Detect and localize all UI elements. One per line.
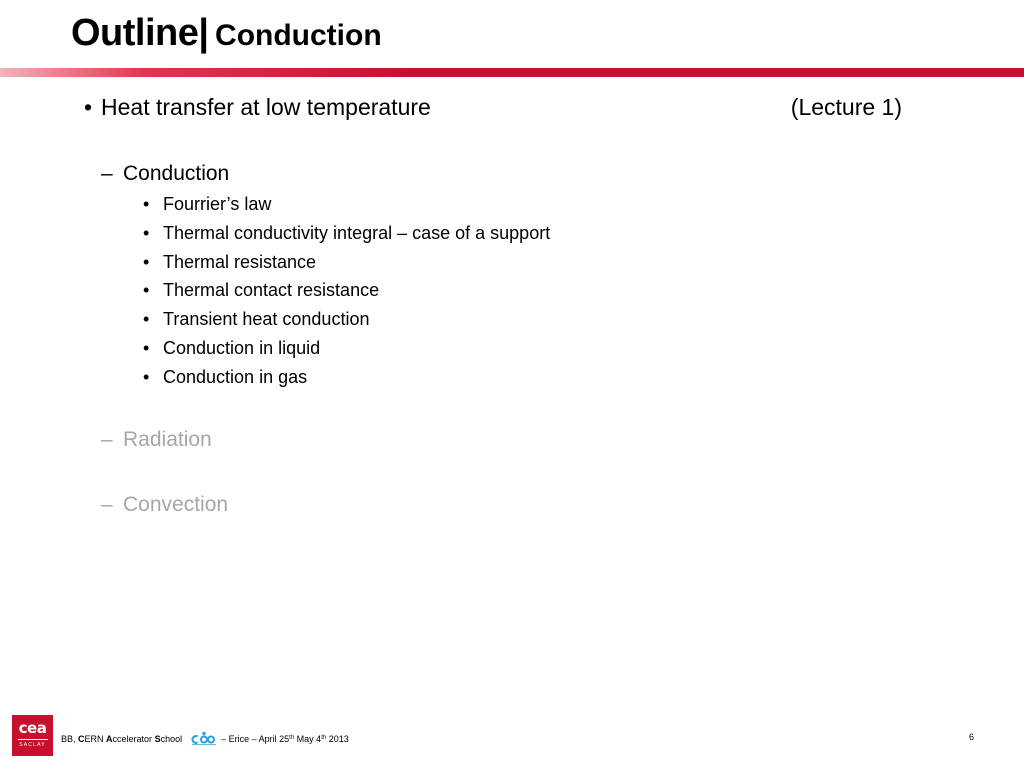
footer-rest-c: ERN	[84, 734, 107, 744]
section-conduction	[101, 161, 229, 187]
list-item	[143, 250, 550, 279]
list-item	[143, 336, 550, 365]
list-item	[143, 278, 550, 307]
footer-rest-a: ccelerator	[112, 734, 155, 744]
section-radiation	[101, 427, 212, 453]
list-item-label: Conduction in gas	[163, 366, 308, 387]
footer-cap-a: A	[106, 734, 113, 744]
dash-icon: –	[101, 428, 113, 451]
dash-icon: –	[101, 493, 113, 516]
section-label: Convection	[123, 493, 229, 516]
bullet-icon: •	[143, 194, 150, 214]
list-item-label: Conduction in liquid	[163, 337, 321, 358]
footer-cap-c: C	[78, 734, 85, 744]
logo-divider	[18, 739, 48, 740]
bullet-icon: •	[143, 280, 150, 301]
dash-icon: –	[101, 162, 113, 185]
bullet-icon: •	[143, 251, 150, 272]
topic-label: Heat transfer at low temperature	[101, 94, 431, 120]
footer-event-2: May 4	[294, 734, 322, 744]
footer-event: – Erice – April 25	[218, 734, 290, 744]
list-item	[143, 221, 550, 250]
page-number: 6	[968, 732, 974, 742]
logo-subtitle: SACLAY	[19, 742, 46, 748]
list-item-label: Transient heat conduction	[163, 309, 370, 330]
bullet-icon: •	[143, 309, 150, 330]
list-item	[143, 307, 550, 336]
cea-saclay-logo	[12, 715, 53, 756]
section-label: Radiation	[123, 428, 212, 451]
conduction-subtopics	[143, 192, 550, 394]
footer-cap-s: S	[154, 734, 161, 744]
footer-author: BB,	[61, 734, 79, 744]
list-item	[143, 365, 550, 394]
section-convection	[101, 492, 228, 518]
title-subtitle: Conduction	[215, 19, 382, 52]
outline-topic	[84, 93, 914, 121]
list-item-label: Thermal contact resistance	[163, 280, 380, 301]
title-main: Outline	[71, 12, 199, 54]
logo-word: cea	[18, 719, 47, 737]
footer-sup-1: th	[289, 735, 295, 741]
title-rule	[0, 68, 1024, 77]
bullet-icon: •	[84, 94, 93, 120]
footer-sup-2: th	[321, 735, 327, 741]
bullet-icon: •	[143, 222, 150, 243]
lecture-note: (Lecture 1)	[790, 94, 902, 120]
list-item	[143, 192, 550, 221]
footer-year: 2013	[326, 734, 349, 744]
footer-rest-s: chool	[160, 734, 183, 744]
list-item-label: Fourrier’s law	[163, 194, 272, 214]
footer-caption	[61, 731, 349, 746]
bullet-icon: •	[143, 337, 150, 358]
bullet-icon: •	[143, 366, 150, 387]
section-label: Conduction	[123, 162, 230, 185]
list-item-label: Thermal conductivity integral – case of a support	[163, 222, 551, 243]
cas-logo-icon	[191, 731, 217, 746]
list-item-label: Thermal resistance	[163, 251, 317, 272]
title-separator: |	[198, 12, 210, 54]
slide-title	[71, 14, 382, 52]
